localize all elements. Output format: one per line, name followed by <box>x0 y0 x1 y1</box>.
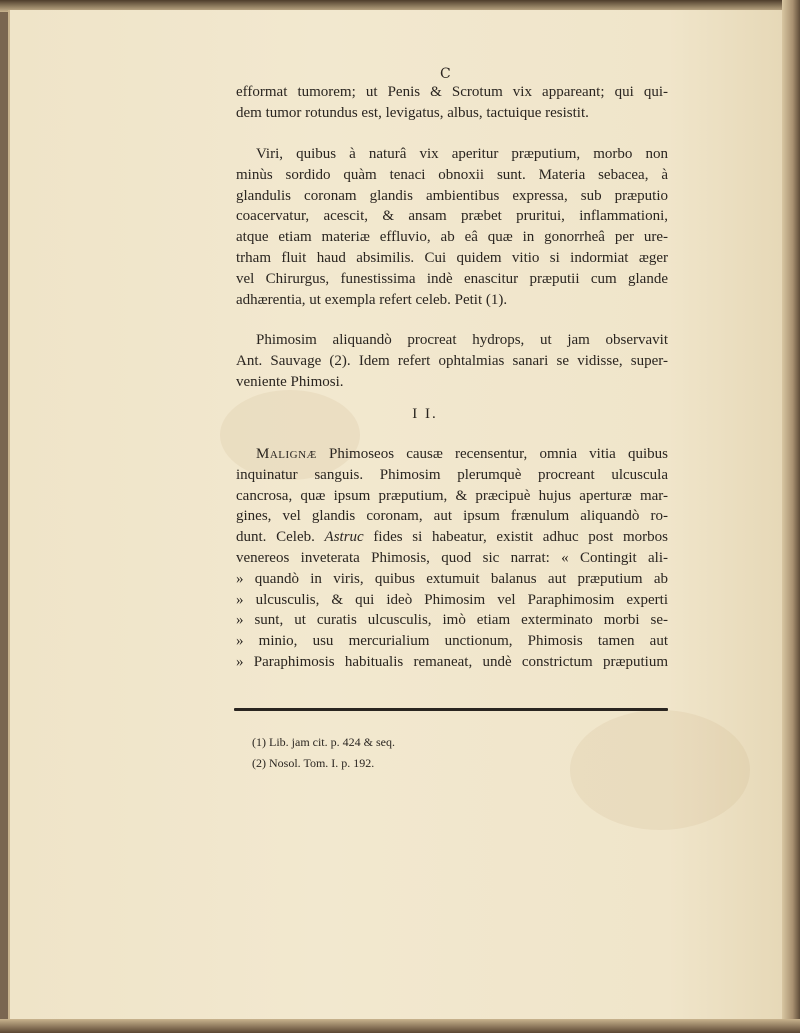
text-line: Viri, quibus à naturâ vix aperitur præputium, morbo non <box>256 146 668 162</box>
text-line: trham fluit haud absimilis. Cui quidem vitio si indormiat æger <box>236 249 668 266</box>
paragraph-3 <box>236 330 668 392</box>
paper-stain <box>570 710 750 830</box>
footnote-1: (1) Lib. jam cit. p. 424 & seq. <box>252 735 395 749</box>
text-line: Ant. Sauvage (2). Idem refert ophtalmias sanari se vidisse, super- <box>236 352 668 369</box>
text-fragment: fides si habeatur, existit adhuc post morbos <box>363 529 669 546</box>
author-name: Astruc <box>324 529 364 546</box>
text-fragment: dunt. Celeb. <box>236 529 325 546</box>
page-bottom-edge <box>0 1019 800 1033</box>
text-line: coacervatur, acescit, & ansam præbet pruritui, inflammationi, <box>236 208 668 225</box>
text-line: vel Chirurgus, funestissima indè enascitur præputii cum glande <box>236 270 668 287</box>
footnote-rule <box>234 708 668 711</box>
text-line <box>236 444 668 465</box>
text-line: Phimosim aliquandò procreat hydrops, ut jam observavit <box>256 332 668 348</box>
text-line: veniente Phimosi. <box>236 373 344 390</box>
paragraph-2 <box>236 144 668 310</box>
text-fragment: Phimoseos causæ recensentur, omnia vitia quibus <box>316 446 668 462</box>
text-line: adhærentia, ut exempla refert celeb. Petit (1). <box>236 291 508 308</box>
text-line: cancrosa, quæ ipsum præputium, & præcipuè hujus aperturæ mar- <box>236 487 668 504</box>
text-line <box>236 527 668 548</box>
paragraph-section-2 <box>236 444 668 673</box>
text-line: » minio, usu mercurialium unctionum, Phimosis tamen aut <box>236 633 668 650</box>
text-line: » ulcusculis, & qui ideò Phimosim vel Paraphimosim experti <box>236 591 668 608</box>
footnotes <box>252 732 395 774</box>
text-line: minùs sordido quàm tenaci obnoxii sunt. Materia sebacea, à <box>236 166 668 183</box>
text-line: » Paraphimosis habitualis remaneat, undè constrictum præputium <box>236 653 668 670</box>
text-line: » quandò in viris, quibus extumuit balanus aut præputium ab <box>236 570 668 587</box>
text-line: glandulis coronam glandis ambientibus expressa, sub præputio <box>236 187 668 204</box>
text-line: » sunt, ut curatis ulcusculis, imò etiam exterminato morbi se- <box>236 612 668 629</box>
footnote-2: (2) Nosol. Tom. I. p. 192. <box>252 756 375 770</box>
text-line: inquinatur sanguis. Phimosim plerumquè procreant ulcuscula <box>236 466 668 483</box>
text-line: venereos inveterata Phimosis, quod sic narrat: « Contingit ali- <box>236 549 668 566</box>
paragraph-1 <box>236 82 668 124</box>
page-right-edge <box>782 0 800 1033</box>
signature-mark: C <box>440 66 451 82</box>
text-line: dem tumor rotundus est, levigatus, albus, tactuique resistit. <box>236 104 589 121</box>
section-heading: I I. <box>412 406 438 422</box>
text-line: gines, vel glandis coronam, aut ipsum frænulum aliquandò ro- <box>236 508 668 525</box>
lead-word: Malignæ <box>256 446 317 462</box>
text-line: atque etiam materiæ effluvio, ab eâ quæ in gonorrheâ per ure- <box>236 229 668 246</box>
text-line: efformat tumorem; ut Penis & Scrotum vix appareant; qui qui- <box>236 84 668 100</box>
